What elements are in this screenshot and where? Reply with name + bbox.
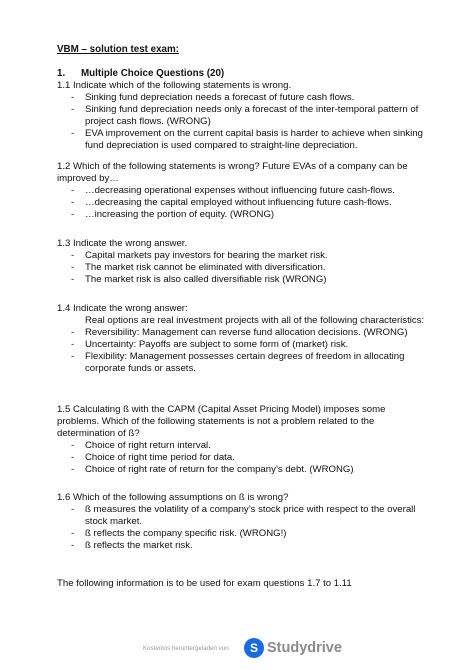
question-1-3: [57, 238, 427, 286]
answer-item: - …decreasing operational expenses without influencing future cash-flows.: [57, 185, 427, 197]
answer-item: - Sinking fund depreciation needs a forecast of future cash flows.: [57, 92, 427, 104]
question-text: 1.2 Which of the following statements is wrong? Future EVAs of a company can be improved by…: [57, 161, 408, 184]
answer-item: - The market risk cannot be eliminated with diversification.: [57, 262, 427, 274]
answer-item: - EVA improvement on the current capital basis is harder to achieve when sinking fund depreciation is used compared to straight-line depreciation.: [57, 128, 427, 152]
answer-item: - Capital markets pay investors for bearing the market risk.: [57, 250, 427, 262]
answer-list: [57, 185, 427, 221]
answer-item: - ß reflects the company specific risk. (WRONG!): [57, 528, 427, 540]
answer-list: [57, 327, 427, 375]
question-1-4: [57, 303, 427, 375]
answer-item: - ß measures the volatility of a company’s stock price with respect to the overall stock market.: [57, 504, 427, 528]
answer-item: - Choice of right return interval.: [57, 440, 427, 452]
page-footer: [0, 637, 474, 661]
answer-item: - Uncertainty: Payoffs are subject to some form of (market) risk.: [57, 339, 427, 351]
question-1-5: [57, 404, 427, 476]
section-number: 1.: [57, 68, 66, 79]
answer-list: [57, 504, 427, 552]
section-label: Multiple Choice Questions (20): [81, 68, 225, 79]
answer-item: - Flexibility: Management possesses certain degrees of freedom in allocating corporate funds or assets.: [57, 351, 427, 375]
question-1-6: [57, 492, 427, 552]
question-text: 1.6 Which of the following assumptions on ß is wrong?: [57, 492, 289, 503]
studydrive-logo-icon: S: [244, 638, 264, 658]
answer-item: - Sinking fund depreciation needs only a forecast of the inter-temporal pattern of project cash flows. (WRONG): [57, 104, 427, 128]
question-intro: Real options are real investment projects with all of the following characteristics:: [85, 315, 425, 326]
answer-item: - The market risk is also called diversifiable risk (WRONG): [57, 274, 427, 286]
answer-item: - Reversibility: Management can reverse fund allocation decisions. (WRONG): [57, 327, 427, 339]
document-title: VBM – solution test exam:: [57, 44, 179, 55]
question-text: 1.1 Indicate which of the following statements is wrong.: [57, 80, 292, 91]
answer-item: - …decreasing the capital employed without influencing future cash-flows.: [57, 197, 427, 209]
answer-item: - …increasing the portion of equity. (WRONG): [57, 209, 427, 221]
question-text: 1.4 Indicate the wrong answer:: [57, 303, 188, 314]
answer-list: [57, 250, 427, 286]
answer-list: [57, 440, 427, 476]
closing-note: The following information is to be used for exam questions 1.7 to 1.11: [57, 578, 352, 589]
question-text: 1.3 Indicate the wrong answer.: [57, 238, 188, 249]
answer-item: - Choice of right time period for data.: [57, 452, 427, 464]
answer-item: - Choice of right rate of return for the company’s debt. (WRONG): [57, 464, 427, 476]
footer-text: Kostenlos heruntergeladen von: [143, 645, 229, 652]
question-1-1: [57, 80, 427, 152]
studydrive-wordmark: Studydrive: [267, 640, 342, 656]
question-1-2: [57, 161, 427, 221]
question-text: 1.5 Calculating ß with the CAPM (Capital Asset Pricing Model) imposes some problems. Which of the following statements is not a problem related to the determination of ß?: [57, 404, 386, 439]
answer-list: [57, 92, 427, 152]
section-heading: [57, 68, 224, 80]
answer-item: - ß reflects the market risk.: [57, 540, 427, 552]
